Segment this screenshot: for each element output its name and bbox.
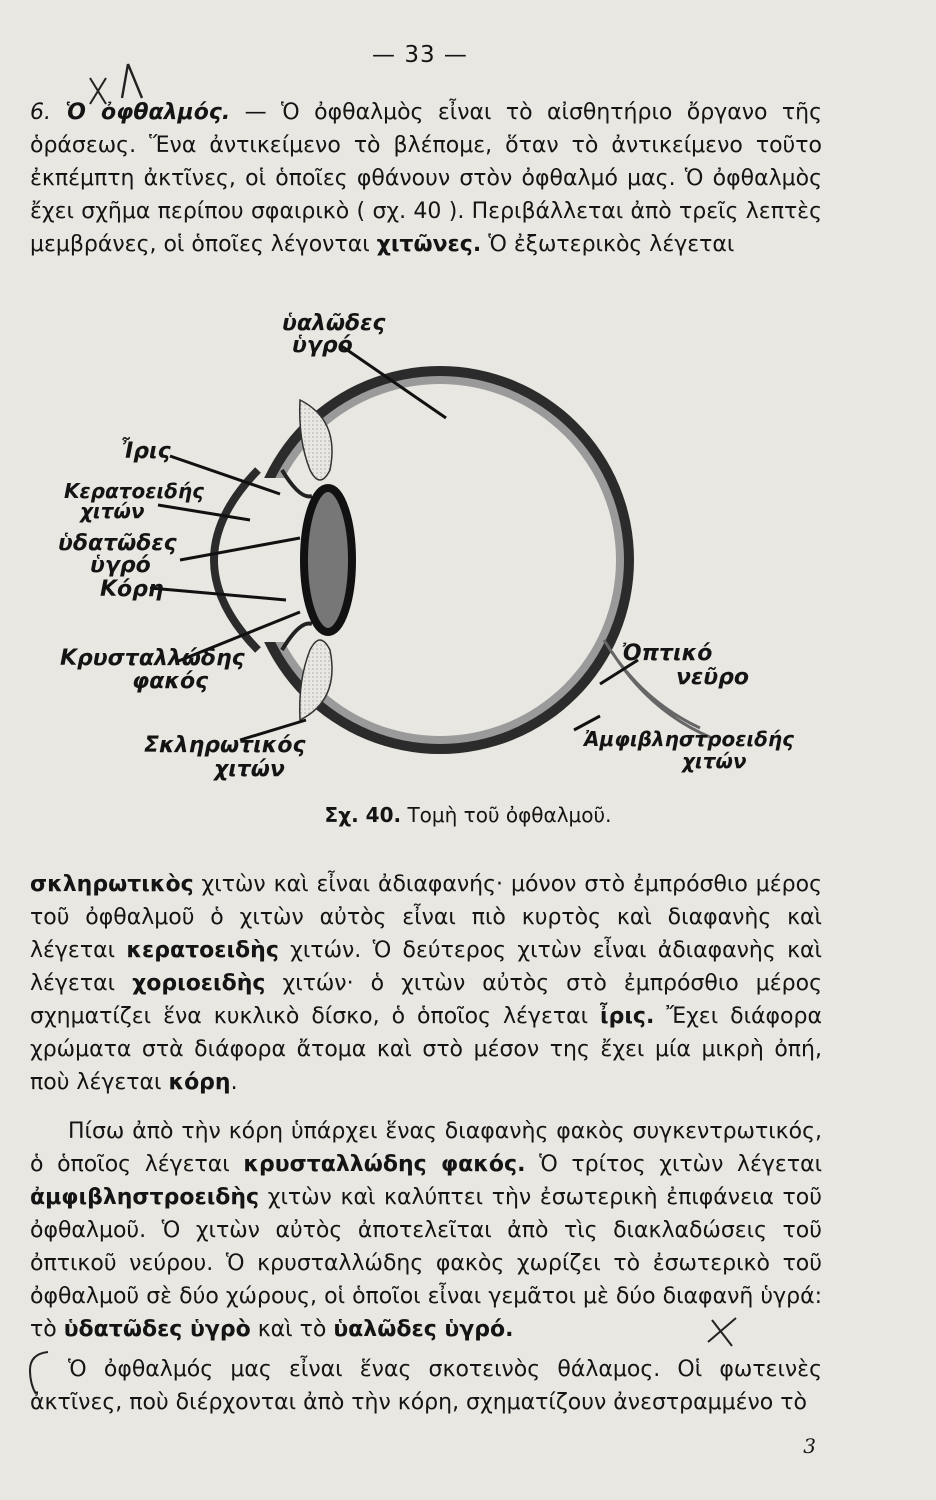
label-optic-2: νεῦρο [676,665,749,690]
paragraph-lens [30,1115,822,1346]
page-number: — 33 — [372,42,468,68]
bold-term: κρυσταλλώδης φακός. [243,1152,526,1177]
text: Ὁ ὀφθαλμός μας εἶναι ἕνας σκοτεινὸς θάλαμος. Οἱ φωτεινὲς ἀκτῖνες, ποὺ διέρχονται ἀπὸ τὴν κόρη, σχηματίζουν ἀνεστραμμένο τὸ [30,1357,822,1415]
paragraph-intro [30,96,822,261]
paragraph-tunics [30,868,822,1099]
label-lens-1: Κρυσταλλώδης [60,646,245,671]
bold-term: ἀμφιβληστροειδὴς [30,1185,260,1210]
section-title: Ὁ ὀφθαλμός. [65,100,231,125]
section-number: 6. [30,100,51,125]
bold-term: σκληρωτικὸς [30,872,194,897]
bold-term: χιτῶνες. [376,232,482,257]
text: χιτών· ὁ χιτὼν αὐτὸς στὸ ἐμπρόσθιο μέρος σχηματίζει ἕνα κυκλικὸ δίσκο, ὁ ὁποῖος λέγεται [30,971,822,1029]
bold-term: ὑδατῶδες ὑγρὸ [63,1317,251,1342]
caption-label: Σχ. 40. [324,803,402,827]
text: . [230,1070,238,1095]
figure-caption [0,803,936,827]
label-pupil: Κόρη [100,577,164,602]
text: Πίσω ἀπὸ τὴν κόρη ὑπάρχει ἕνας διαφανὴς φακὸς συγκεντρωτικός, ὁ ὁποῖος λέγεται [30,1119,822,1177]
caption-text: Τομὴ τοῦ ὀφθαλμοῦ. [407,803,612,827]
eye-diagram [0,290,936,810]
label-cornea-1: Κερατοειδής [64,479,204,503]
text: καὶ τὸ [250,1317,334,1342]
bold-term: ὑαλῶδες ὑγρό. [333,1317,514,1342]
label-lens-2: φακός [132,669,209,694]
label-vitreous-1: ὑαλῶδες [282,311,386,336]
bold-term: κερατοειδὴς [126,938,279,963]
label-aqueous-1: ὑδατῶδες [58,531,177,556]
paragraph-camera [30,1353,822,1419]
footer-signature: 3 [803,1434,816,1458]
bold-term: χοριοειδὴς [132,971,266,996]
label-sclera-2: χιτών [214,757,285,782]
bold-term: ἶρις. [600,1004,655,1029]
text: χιτὼν καὶ καλύπτει τὴν ἐσωτερικὴ ἐπιφάνεια τοῦ ὀφθαλμοῦ. Ὁ χιτὼν αὐτὸς ἀποτελεῖται ἀπὸ τὶς διακλαδώσεις τοῦ ὀπτικοῦ νεύρου. Ὁ κρυσταλλώδης φακὸς χωρίζει τὸ ἐσωτερικὸ τοῦ ὀφθαλμοῦ σὲ δύο χώρους, οἱ ὁποῖοι εἶναι γεμᾶτοι μὲ δύο διαφανῆ ὑγρά: τὸ [30,1185,822,1342]
label-aqueous-2: ὑγρό [90,553,151,578]
text: χιτὼν καὶ εἶναι ἀδιαφανής· μόνον στὸ ἐμπρόσθιο μέρος τοῦ ὀφθαλμοῦ ὁ χιτὼν αὐτὸς εἶναι πιὸ κυρτὸς καὶ διαφανὴς καὶ λέγεται [30,872,822,963]
label-iris: Ἶρις [120,439,171,464]
label-optic-1: Ὀπτικό [622,641,713,666]
text: — Ὁ ὀφθαλμὸς εἶναι τὸ αἰσθητήριο ὄργανο τῆς ὁράσεως. Ἕνα ἀντικείμενο τὸ βλέπομε, ὅταν τὸ ἀντικείμενο τοῦτο ἐκπέμπτη ἀκτῖνες, οἱ ὁποῖες φθάνουν στὸν ὀφθαλμό μας. Ὁ ὀφθαλμὸς ἔχει σχῆμα περίπου σφαιρικὸ ( σχ. 40 ). Περιβάλλεται ἀπὸ τρεῖς λεπτὲς μεμβράνες, οἱ ὁποῖες λέγονται [30,100,822,257]
label-sclera-1: Σκληρωτικός [144,733,306,758]
label-retina-2: χιτών [682,749,747,773]
text: Ὁ τρίτος χιτὼν λέγεται [525,1152,823,1177]
label-vitreous-2: ὑγρό [292,333,353,358]
lens [304,488,352,632]
text: Ἔχει διάφορα χρώματα στὰ διάφορα ἄτομα καὶ στὸ μέσον της ἔχει μία μικρὴ ὀπή, ποὺ λέγεται [30,1004,822,1095]
text: χιτών. Ὁ δεύτερος χιτὼν εἶναι ἀδιαφανὴς καὶ λέγεται [30,938,822,996]
label-retina-1: Ἀμφιβληστροειδής [584,727,794,751]
label-cornea-2: χιτών [80,499,145,523]
bold-term: κόρη [168,1070,231,1095]
text: Ὁ ἐξωτερικὸς λέγεται [481,232,735,257]
